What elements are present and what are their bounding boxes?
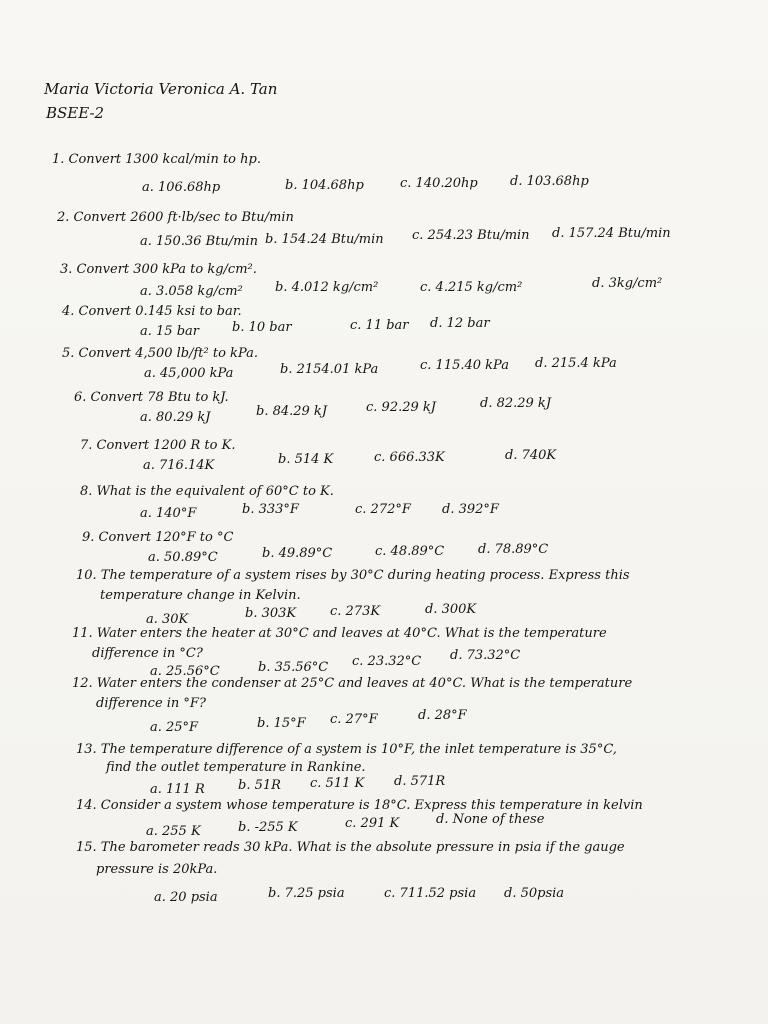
question-8: 8. What is the equivalent of 60°C to K. — [80, 484, 334, 499]
student-name: Maria Victoria Veronica A. Tan — [44, 80, 278, 98]
q4-option-a: a. 15 bar — [140, 324, 199, 339]
question-10-continued: temperature change in Kelvin. — [100, 588, 301, 603]
q10-option-a: a. 30K — [146, 612, 189, 627]
q3-option-d: d. 3kg/cm² — [592, 276, 663, 291]
q3-option-a: a. 3.058 kg/cm² — [140, 284, 243, 299]
question-13-continued: find the outlet temperature in Rankine. — [106, 760, 366, 775]
question-12-continued: difference in °F? — [96, 696, 206, 711]
question-12: 12. Water enters the condenser at 25°C and leaves at 40°C. What is the temperature — [72, 676, 633, 691]
q6-option-a: a. 80.29 kJ — [140, 410, 211, 425]
q1-option-d: d. 103.68hp — [510, 174, 589, 189]
question-7: 7. Convert 1200 R to K. — [80, 438, 236, 453]
q6-option-c: c. 92.29 kJ — [366, 400, 436, 415]
course-code: BSEE-2 — [46, 104, 105, 122]
question-9: 9. Convert 120°F to °C — [82, 530, 234, 545]
q15-option-d: d. 50psia — [504, 886, 565, 901]
question-5: 5. Convert 4,500 lb/ft² to kPa. — [62, 346, 258, 361]
q5-option-b: b. 2154.01 kPa — [280, 362, 379, 377]
question-3: 3. Convert 300 kPa to kg/cm². — [60, 262, 257, 277]
question-2: 2. Convert 2600 ft·lb/sec to Btu/min — [57, 210, 294, 225]
q7-option-c: c. 666.33K — [374, 450, 445, 465]
question-10: 10. The temperature of a system rises by 30°C during heating process. Express this — [76, 568, 630, 583]
q9-option-d: d. 78.89°C — [478, 542, 549, 557]
q7-option-d: d. 740K — [505, 448, 557, 463]
q9-option-a: a. 50.89°C — [148, 550, 218, 565]
question-1: 1. Convert 1300 kcal/min to hp. — [52, 152, 261, 167]
q8-option-d: d. 392°F — [442, 502, 499, 517]
question-15-continued: pressure is 20kPa. — [96, 862, 218, 877]
q11-option-c: c. 23.32°C — [352, 654, 422, 669]
q4-option-d: d. 12 bar — [430, 316, 490, 331]
q11-option-a: a. 25.56°C — [150, 664, 220, 679]
question-4: 4. Convert 0.145 ksi to bar. — [62, 304, 242, 319]
q1-option-b: b. 104.68hp — [285, 178, 364, 193]
q12-option-b: b. 15°F — [257, 716, 306, 731]
q14-option-d: d. None of these — [436, 812, 545, 827]
question-11-continued: difference in °C? — [92, 646, 203, 661]
q7-option-a: a. 716.14K — [143, 458, 215, 473]
q13-option-d: d. 571R — [394, 774, 446, 789]
q8-option-a: a. 140°F — [140, 506, 197, 521]
q12-option-a: a. 25°F — [150, 720, 199, 735]
q12-option-c: c. 27°F — [330, 712, 378, 727]
q2-option-c: c. 254.23 Btu/min — [412, 228, 530, 243]
question-11: 11. Water enters the heater at 30°C and leaves at 40°C. What is the temperature — [72, 626, 607, 641]
q14-option-b: b. -255 K — [238, 820, 298, 835]
q8-option-c: c. 272°F — [355, 502, 411, 517]
q5-option-a: a. 45,000 kPa — [144, 366, 234, 381]
q4-option-c: c. 11 bar — [350, 318, 409, 333]
q10-option-c: c. 273K — [330, 604, 381, 619]
q5-option-d: d. 215.4 kPa — [535, 356, 617, 371]
q7-option-b: b. 514 K — [278, 452, 334, 467]
question-13: 13. The temperature difference of a system is 10°F, the inlet temperature is 35°C, — [76, 742, 617, 757]
q6-option-d: d. 82.29 kJ — [480, 396, 552, 411]
q8-option-b: b. 333°F — [242, 502, 299, 517]
q13-option-b: b. 51R — [238, 778, 281, 793]
q15-option-a: a. 20 psia — [154, 890, 218, 905]
q5-option-c: c. 115.40 kPa — [420, 358, 509, 373]
question-15: 15. The barometer reads 30 kPa. What is the absolute pressure in psia if the gauge — [76, 840, 625, 855]
q12-option-d: d. 28°F — [418, 708, 467, 723]
q10-option-b: b. 303K — [245, 606, 297, 621]
question-14: 14. Consider a system whose temperature is 18°C. Express this temperature in kelvin — [76, 798, 643, 813]
q9-option-c: c. 48.89°C — [375, 544, 445, 559]
q11-option-d: d. 73.32°C — [450, 648, 521, 663]
q1-option-a: a. 106.68hp — [142, 180, 221, 195]
q2-option-b: b. 154.24 Btu/min — [265, 232, 384, 247]
q2-option-d: d. 157.24 Btu/min — [552, 226, 671, 241]
q9-option-b: b. 49.89°C — [262, 546, 333, 561]
q6-option-b: b. 84.29 kJ — [256, 404, 328, 419]
q1-option-c: c. 140.20hp — [400, 176, 478, 191]
q14-option-c: c. 291 K — [345, 816, 400, 831]
q15-option-b: b. 7.25 psia — [268, 886, 345, 901]
q3-option-c: c. 4.215 kg/cm² — [420, 280, 523, 295]
q13-option-a: a. 111 R — [150, 782, 205, 797]
q10-option-d: d. 300K — [425, 602, 477, 617]
q14-option-a: a. 255 K — [146, 824, 201, 839]
q4-option-b: b. 10 bar — [232, 320, 292, 335]
q11-option-b: b. 35.56°C — [258, 660, 329, 675]
q13-option-c: c. 511 K — [310, 776, 365, 791]
q2-option-a: a. 150.36 Btu/min — [140, 234, 259, 249]
q3-option-b: b. 4.012 kg/cm² — [275, 280, 379, 295]
q15-option-c: c. 711.52 psia — [384, 886, 477, 901]
question-6: 6. Convert 78 Btu to kJ. — [74, 390, 229, 405]
